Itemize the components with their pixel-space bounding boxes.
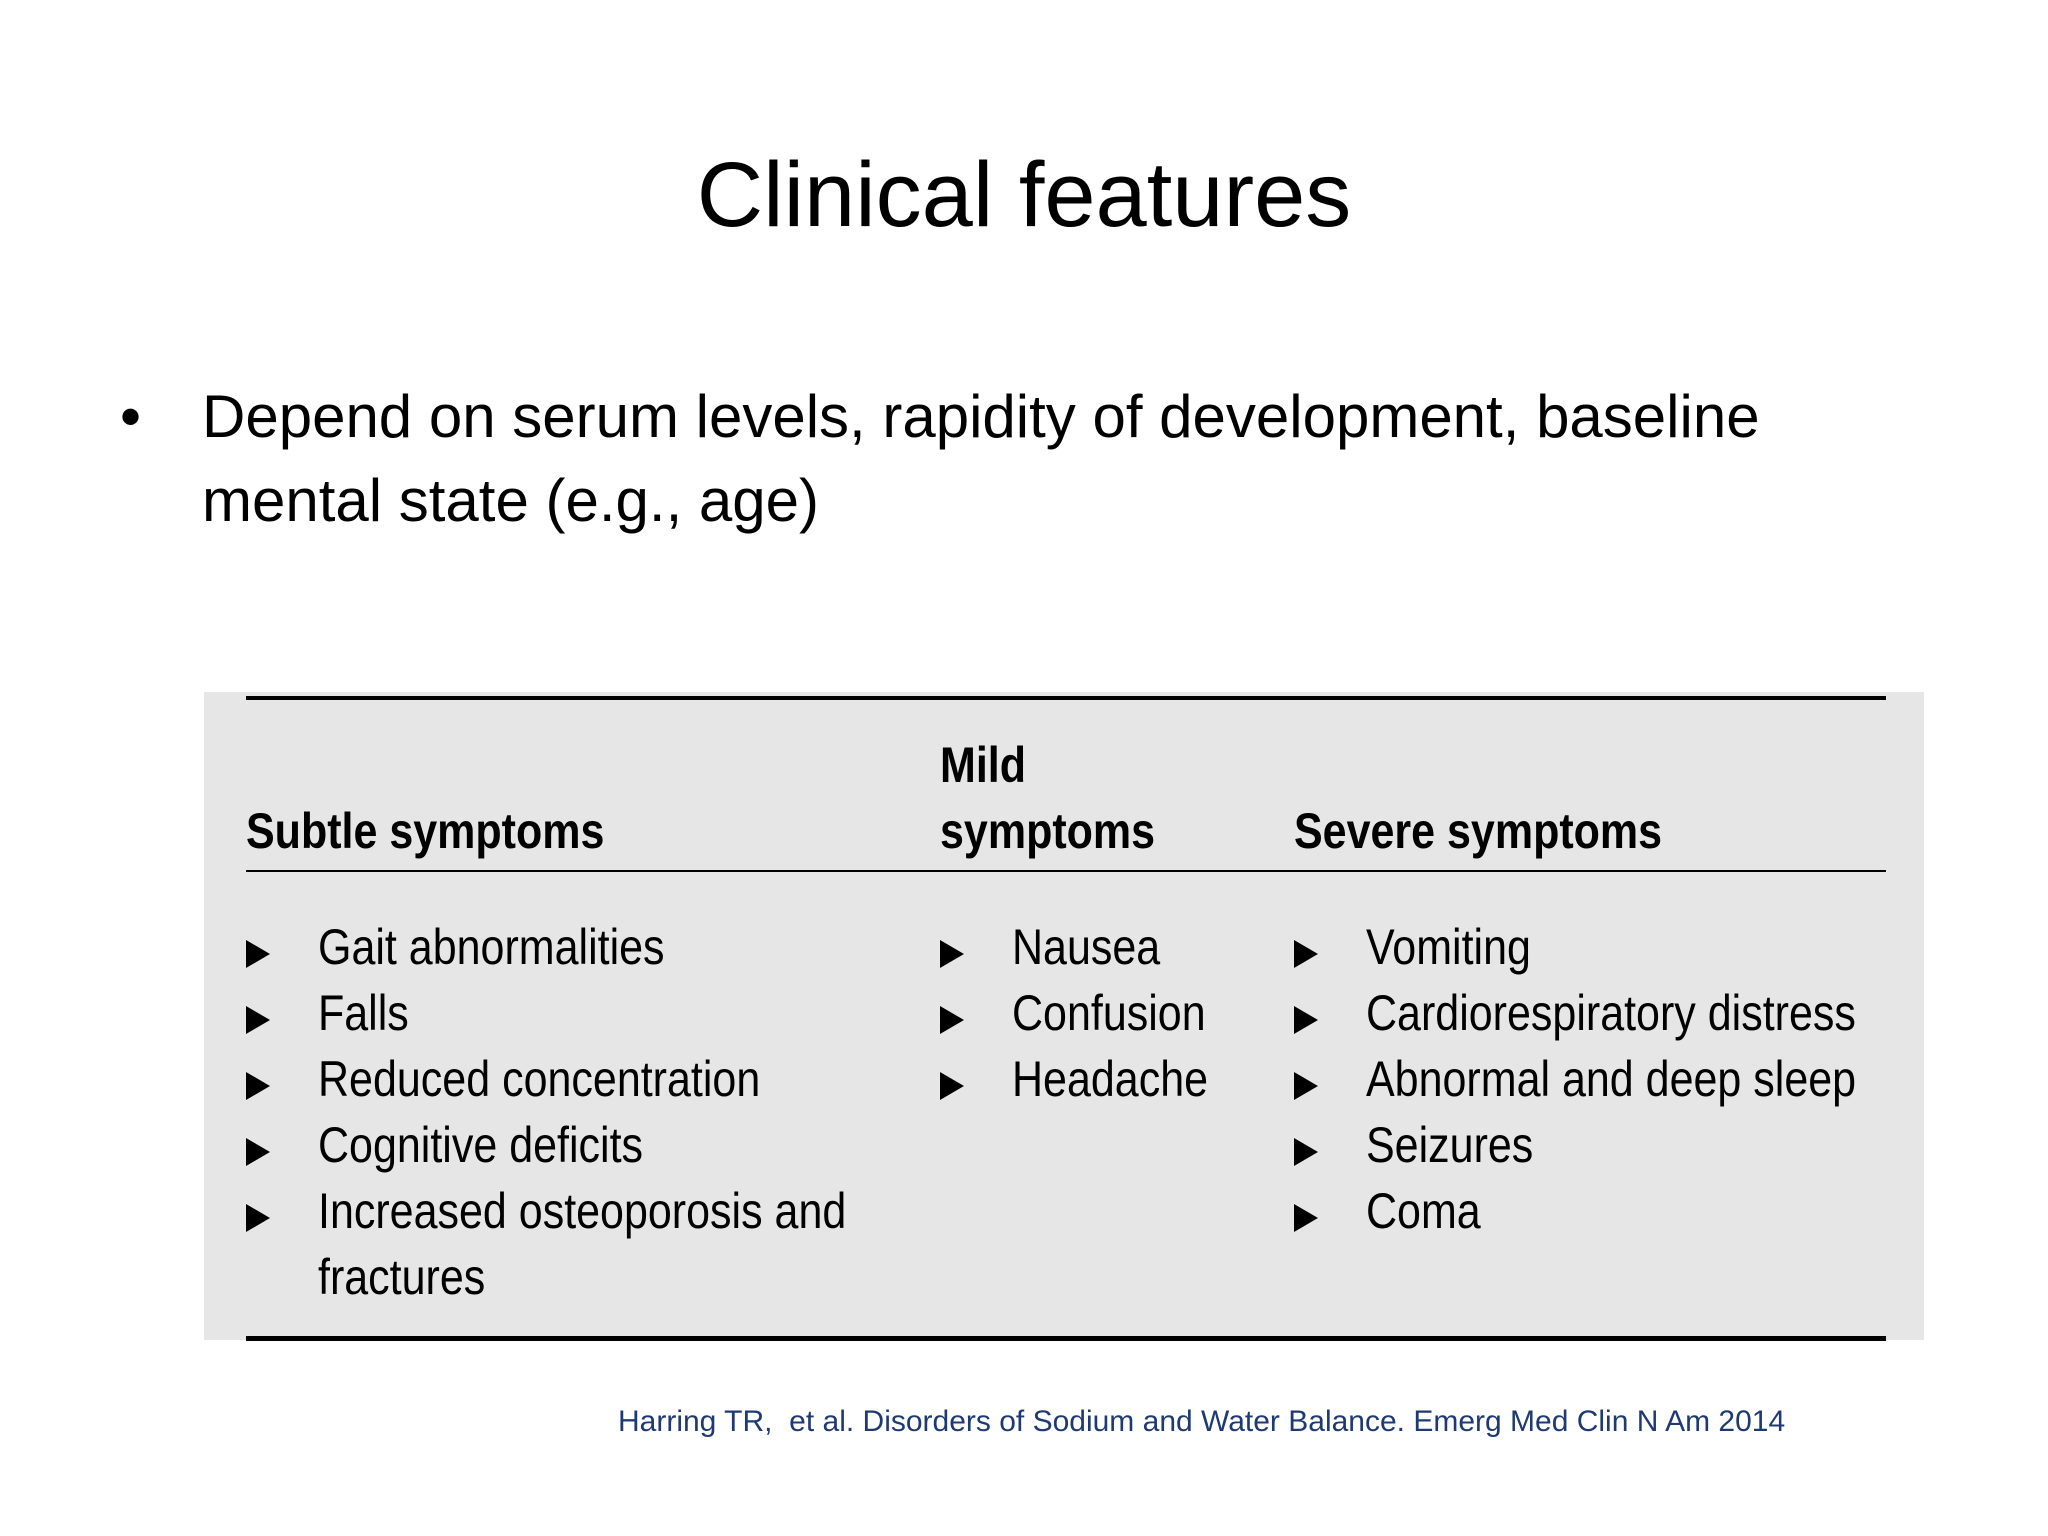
- triangle-bullet-icon: [246, 1006, 270, 1034]
- list-item-text: Vomiting: [1366, 919, 1531, 975]
- triangle-bullet-icon: [246, 940, 270, 968]
- triangle-bullet-icon: [1294, 1138, 1318, 1166]
- list-item-text: Increased osteoporosis and: [318, 1183, 847, 1239]
- triangle-bullet-icon: [246, 1138, 270, 1166]
- list-item: [940, 1046, 1240, 1112]
- list-item-text: Cognitive deficits: [318, 1117, 644, 1173]
- column-header-mild: [940, 724, 1155, 864]
- list-item: [246, 914, 932, 980]
- list-item-text: Confusion: [1012, 985, 1206, 1041]
- column-list-subtle: [246, 914, 932, 1310]
- list-item-text: Seizures: [1366, 1117, 1534, 1173]
- bullet-text-line-2: mental state (e.g., age): [202, 467, 819, 534]
- triangle-bullet-icon: [246, 1072, 270, 1100]
- triangle-bullet-icon: [1294, 940, 1318, 968]
- list-item: [246, 1112, 932, 1178]
- list-item: [1294, 1178, 1936, 1244]
- list-item-text: Cardiorespiratory distress: [1366, 985, 1856, 1041]
- list-item-text: Coma: [1366, 1183, 1481, 1239]
- list-item: [1294, 914, 1936, 980]
- slide-title: Clinical features: [696, 144, 1352, 246]
- column-header-line: symptoms: [940, 803, 1156, 859]
- list-item-text: Gait abnormalities: [318, 919, 665, 975]
- column-list-mild: [940, 914, 1240, 1112]
- triangle-bullet-icon: [1294, 1006, 1318, 1034]
- list-item: [246, 980, 932, 1046]
- list-item-text: Reduced concentration: [318, 1051, 761, 1107]
- column-header-subtle: [246, 724, 604, 864]
- citation: Harring TR, et al. Disorders of Sodium and Water Balance. Emerg Med Clin N Am 2014: [618, 1405, 1786, 1438]
- triangle-bullet-icon: [1294, 1072, 1318, 1100]
- list-item-text: Abnormal and deep sleep: [1366, 1051, 1857, 1107]
- list-item-text-continued: fractures: [318, 1249, 486, 1305]
- triangle-bullet-icon: [246, 1204, 270, 1232]
- triangle-bullet-icon: [1294, 1204, 1318, 1232]
- table-bottom-rule: [246, 1336, 1886, 1341]
- triangle-bullet-icon: [940, 940, 964, 968]
- column-header-line: Subtle symptoms: [246, 803, 605, 859]
- bullet-dot-icon: •: [120, 383, 142, 450]
- list-item-text: Falls: [318, 985, 409, 1041]
- triangle-bullet-icon: [940, 1006, 964, 1034]
- bullet-list: [120, 375, 1920, 543]
- column-header-line: Severe symptoms: [1294, 803, 1663, 859]
- table-top-rule: [246, 696, 1886, 700]
- list-item: [1294, 1046, 1936, 1112]
- column-header-severe: [1294, 724, 1662, 864]
- list-item: [1294, 1112, 1936, 1178]
- list-item: [940, 914, 1240, 980]
- bullet-text-line-1: Depend on serum levels, rapidity of development, baseline: [202, 383, 1760, 450]
- list-item: [246, 1178, 932, 1310]
- list-item-text: Nausea: [1012, 919, 1161, 975]
- table-header-rule: [246, 870, 1886, 872]
- triangle-bullet-icon: [940, 1072, 964, 1100]
- column-list-severe: [1294, 914, 1936, 1244]
- column-header-line: Mild: [940, 737, 1026, 793]
- list-item-text: Headache: [1012, 1051, 1209, 1107]
- list-item: [1294, 980, 1936, 1046]
- bullet-item: [120, 375, 1920, 543]
- list-item: [246, 1046, 932, 1112]
- symptoms-table: [204, 692, 1924, 1340]
- list-item: [940, 980, 1240, 1046]
